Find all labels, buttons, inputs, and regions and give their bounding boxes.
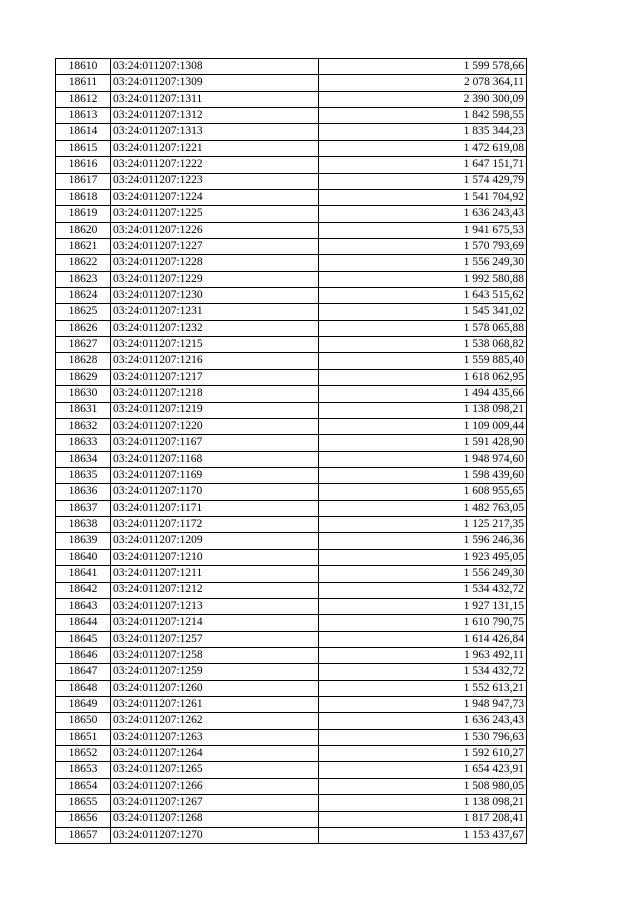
cadastral-value-cell: 1 842 598,55 xyxy=(319,108,527,124)
table-row xyxy=(56,598,527,614)
cadastral-value-cell: 1 530 796,63 xyxy=(319,729,527,745)
cadastral-value-cell: 1 125 217,35 xyxy=(319,517,527,533)
cadastral-value-cell: 1 592 610,27 xyxy=(319,746,527,762)
cadastral-value-cell: 1 599 578,66 xyxy=(319,59,527,75)
row-number-cell: 18633 xyxy=(56,435,111,451)
cadastral-number-cell: 03:24:011207:1257 xyxy=(111,631,319,647)
row-number-cell: 18649 xyxy=(56,697,111,713)
cadastral-number-cell: 03:24:011207:1267 xyxy=(111,795,319,811)
cadastral-value-cell: 2 078 364,11 xyxy=(319,75,527,91)
row-number-cell: 18648 xyxy=(56,680,111,696)
row-number-cell: 18644 xyxy=(56,615,111,631)
cadastral-number-cell: 03:24:011207:1263 xyxy=(111,729,319,745)
cadastral-number-cell: 03:24:011207:1212 xyxy=(111,582,319,598)
cadastral-value-cell: 1 559 885,40 xyxy=(319,353,527,369)
cadastral-value-cell: 1 835 344,23 xyxy=(319,124,527,140)
table-row xyxy=(56,664,527,680)
cadastral-value-cell: 1 570 793,69 xyxy=(319,238,527,254)
table-row xyxy=(56,206,527,222)
row-number-cell: 18625 xyxy=(56,304,111,320)
cadastral-number-cell: 03:24:011207:1260 xyxy=(111,680,319,696)
cadastral-number-cell: 03:24:011207:1210 xyxy=(111,549,319,565)
row-number-cell: 18635 xyxy=(56,467,111,483)
row-number-cell: 18630 xyxy=(56,386,111,402)
row-number-cell: 18629 xyxy=(56,369,111,385)
row-number-cell: 18627 xyxy=(56,337,111,353)
cadastral-number-cell: 03:24:011207:1170 xyxy=(111,484,319,500)
cadastral-number-cell: 03:24:011207:1231 xyxy=(111,304,319,320)
row-number-cell: 18623 xyxy=(56,271,111,287)
cadastral-value-cell: 1 591 428,90 xyxy=(319,435,527,451)
cadastral-value-cell: 1 941 675,53 xyxy=(319,222,527,238)
table-row xyxy=(56,729,527,745)
row-number-cell: 18655 xyxy=(56,795,111,811)
table-row xyxy=(56,647,527,663)
cadastral-value-cell: 1 923 495,05 xyxy=(319,549,527,565)
table-row xyxy=(56,762,527,778)
table-row xyxy=(56,827,527,843)
cadastral-value-cell: 1 636 243,43 xyxy=(319,206,527,222)
table-row xyxy=(56,582,527,598)
cadastral-value-cell: 1 545 341,02 xyxy=(319,304,527,320)
cadastral-number-cell: 03:24:011207:1172 xyxy=(111,517,319,533)
table-row xyxy=(56,517,527,533)
cadastral-number-cell: 03:24:011207:1230 xyxy=(111,288,319,304)
row-number-cell: 18615 xyxy=(56,140,111,156)
cadastral-value-cell: 1 574 429,79 xyxy=(319,173,527,189)
table-row xyxy=(56,746,527,762)
table-row xyxy=(56,500,527,516)
cadastral-value-cell: 1 556 249,30 xyxy=(319,255,527,271)
cadastral-value-cell: 2 390 300,09 xyxy=(319,91,527,107)
cadastral-number-cell: 03:24:011207:1221 xyxy=(111,140,319,156)
cadastral-number-cell: 03:24:011207:1218 xyxy=(111,386,319,402)
cadastral-value-cell: 1 556 249,30 xyxy=(319,566,527,582)
cadastral-number-cell: 03:24:011207:1232 xyxy=(111,320,319,336)
cadastral-number-cell: 03:24:011207:1220 xyxy=(111,418,319,434)
row-number-cell: 18657 xyxy=(56,827,111,843)
table-row xyxy=(56,353,527,369)
cadastral-number-cell: 03:24:011207:1217 xyxy=(111,369,319,385)
cadastral-number-cell: 03:24:011207:1209 xyxy=(111,533,319,549)
table-row xyxy=(56,402,527,418)
table-row xyxy=(56,304,527,320)
row-number-cell: 18619 xyxy=(56,206,111,222)
cadastral-number-cell: 03:24:011207:1211 xyxy=(111,566,319,582)
cadastral-value-cell: 1 817 208,41 xyxy=(319,811,527,827)
cadastral-number-cell: 03:24:011207:1226 xyxy=(111,222,319,238)
cadastral-number-cell: 03:24:011207:1167 xyxy=(111,435,319,451)
cadastral-value-cell: 1 534 432,72 xyxy=(319,664,527,680)
cadastral-value-cell: 1 138 098,21 xyxy=(319,402,527,418)
cadastral-number-cell: 03:24:011207:1229 xyxy=(111,271,319,287)
row-number-cell: 18646 xyxy=(56,647,111,663)
row-number-cell: 18643 xyxy=(56,598,111,614)
cadastral-number-cell: 03:24:011207:1258 xyxy=(111,647,319,663)
cadastral-value-table xyxy=(55,58,527,844)
cadastral-number-cell: 03:24:011207:1227 xyxy=(111,238,319,254)
cadastral-number-cell: 03:24:011207:1261 xyxy=(111,697,319,713)
row-number-cell: 18652 xyxy=(56,746,111,762)
table-row xyxy=(56,631,527,647)
cadastral-value-cell: 1 109 009,44 xyxy=(319,418,527,434)
row-number-cell: 18639 xyxy=(56,533,111,549)
cadastral-number-cell: 03:24:011207:1270 xyxy=(111,827,319,843)
cadastral-number-cell: 03:24:011207:1259 xyxy=(111,664,319,680)
row-number-cell: 18641 xyxy=(56,566,111,582)
row-number-cell: 18613 xyxy=(56,108,111,124)
row-number-cell: 18620 xyxy=(56,222,111,238)
table-row xyxy=(56,75,527,91)
table-row xyxy=(56,337,527,353)
row-number-cell: 18647 xyxy=(56,664,111,680)
table-row xyxy=(56,533,527,549)
row-number-cell: 18656 xyxy=(56,811,111,827)
cadastral-number-cell: 03:24:011207:1224 xyxy=(111,189,319,205)
cadastral-number-cell: 03:24:011207:1223 xyxy=(111,173,319,189)
row-number-cell: 18631 xyxy=(56,402,111,418)
row-number-cell: 18617 xyxy=(56,173,111,189)
cadastral-value-cell: 1 578 065,88 xyxy=(319,320,527,336)
table-row xyxy=(56,386,527,402)
cadastral-number-cell: 03:24:011207:1168 xyxy=(111,451,319,467)
row-number-cell: 18653 xyxy=(56,762,111,778)
table-row xyxy=(56,680,527,696)
cadastral-value-cell: 1 138 098,21 xyxy=(319,795,527,811)
table-row xyxy=(56,778,527,794)
cadastral-number-cell: 03:24:011207:1225 xyxy=(111,206,319,222)
table-row xyxy=(56,108,527,124)
cadastral-value-cell: 1 153 437,67 xyxy=(319,827,527,843)
table-row xyxy=(56,222,527,238)
row-number-cell: 18622 xyxy=(56,255,111,271)
cadastral-value-cell: 1 614 426,84 xyxy=(319,631,527,647)
cadastral-value-cell: 1 534 432,72 xyxy=(319,582,527,598)
cadastral-number-cell: 03:24:011207:1214 xyxy=(111,615,319,631)
table-row xyxy=(56,189,527,205)
cadastral-number-cell: 03:24:011207:1222 xyxy=(111,157,319,173)
cadastral-value-cell: 1 494 435,66 xyxy=(319,386,527,402)
row-number-cell: 18610 xyxy=(56,59,111,75)
cadastral-value-cell: 1 618 062,95 xyxy=(319,369,527,385)
cadastral-value-cell: 1 636 243,43 xyxy=(319,713,527,729)
table-row xyxy=(56,451,527,467)
cadastral-value-cell: 1 992 580,88 xyxy=(319,271,527,287)
cadastral-value-cell: 1 596 246,36 xyxy=(319,533,527,549)
cadastral-number-cell: 03:24:011207:1213 xyxy=(111,598,319,614)
cadastral-value-cell: 1 482 763,05 xyxy=(319,500,527,516)
row-number-cell: 18636 xyxy=(56,484,111,500)
table-row xyxy=(56,140,527,156)
table-row xyxy=(56,795,527,811)
cadastral-number-cell: 03:24:011207:1171 xyxy=(111,500,319,516)
table-row xyxy=(56,124,527,140)
table-body xyxy=(56,59,527,844)
table-row xyxy=(56,238,527,254)
row-number-cell: 18618 xyxy=(56,189,111,205)
table-row xyxy=(56,435,527,451)
cadastral-value-cell: 1 610 790,75 xyxy=(319,615,527,631)
row-number-cell: 18642 xyxy=(56,582,111,598)
table-row xyxy=(56,615,527,631)
row-number-cell: 18638 xyxy=(56,517,111,533)
row-number-cell: 18634 xyxy=(56,451,111,467)
table-row xyxy=(56,418,527,434)
cadastral-value-cell: 1 647 151,71 xyxy=(319,157,527,173)
cadastral-value-cell: 1 552 613,21 xyxy=(319,680,527,696)
table-row xyxy=(56,271,527,287)
row-number-cell: 18614 xyxy=(56,124,111,140)
table-row xyxy=(56,467,527,483)
row-number-cell: 18621 xyxy=(56,238,111,254)
cadastral-number-cell: 03:24:011207:1262 xyxy=(111,713,319,729)
cadastral-number-cell: 03:24:011207:1169 xyxy=(111,467,319,483)
cadastral-number-cell: 03:24:011207:1309 xyxy=(111,75,319,91)
table-row xyxy=(56,566,527,582)
row-number-cell: 18624 xyxy=(56,288,111,304)
cadastral-number-cell: 03:24:011207:1219 xyxy=(111,402,319,418)
table-row xyxy=(56,288,527,304)
table-row xyxy=(56,59,527,75)
cadastral-value-cell: 1 608 955,65 xyxy=(319,484,527,500)
cadastral-value-cell: 1 948 974,60 xyxy=(319,451,527,467)
table-row xyxy=(56,320,527,336)
table-row xyxy=(56,713,527,729)
cadastral-value-cell: 1 948 947,73 xyxy=(319,697,527,713)
cadastral-number-cell: 03:24:011207:1313 xyxy=(111,124,319,140)
row-number-cell: 18626 xyxy=(56,320,111,336)
row-number-cell: 18611 xyxy=(56,75,111,91)
cadastral-value-cell: 1 508 980,05 xyxy=(319,778,527,794)
cadastral-number-cell: 03:24:011207:1308 xyxy=(111,59,319,75)
cadastral-value-cell: 1 538 068,82 xyxy=(319,337,527,353)
cadastral-value-cell: 1 472 619,08 xyxy=(319,140,527,156)
cadastral-number-cell: 03:24:011207:1268 xyxy=(111,811,319,827)
table-row xyxy=(56,811,527,827)
cadastral-value-cell: 1 598 439,60 xyxy=(319,467,527,483)
cadastral-value-cell: 1 541 704,92 xyxy=(319,189,527,205)
row-number-cell: 18628 xyxy=(56,353,111,369)
row-number-cell: 18650 xyxy=(56,713,111,729)
cadastral-number-cell: 03:24:011207:1215 xyxy=(111,337,319,353)
table-row xyxy=(56,369,527,385)
row-number-cell: 18640 xyxy=(56,549,111,565)
cadastral-number-cell: 03:24:011207:1216 xyxy=(111,353,319,369)
row-number-cell: 18616 xyxy=(56,157,111,173)
cadastral-number-cell: 03:24:011207:1311 xyxy=(111,91,319,107)
row-number-cell: 18632 xyxy=(56,418,111,434)
table-row xyxy=(56,484,527,500)
cadastral-value-cell: 1 654 423,91 xyxy=(319,762,527,778)
row-number-cell: 18637 xyxy=(56,500,111,516)
row-number-cell: 18654 xyxy=(56,778,111,794)
cadastral-value-cell: 1 963 492,11 xyxy=(319,647,527,663)
row-number-cell: 18651 xyxy=(56,729,111,745)
cadastral-number-cell: 03:24:011207:1264 xyxy=(111,746,319,762)
row-number-cell: 18612 xyxy=(56,91,111,107)
table-row xyxy=(56,255,527,271)
table-row xyxy=(56,91,527,107)
table-row xyxy=(56,549,527,565)
cadastral-number-cell: 03:24:011207:1228 xyxy=(111,255,319,271)
cadastral-value-cell: 1 643 515,62 xyxy=(319,288,527,304)
table-row xyxy=(56,173,527,189)
cadastral-value-cell: 1 927 131,15 xyxy=(319,598,527,614)
table-row xyxy=(56,697,527,713)
cadastral-number-cell: 03:24:011207:1265 xyxy=(111,762,319,778)
cadastral-number-cell: 03:24:011207:1312 xyxy=(111,108,319,124)
cadastral-number-cell: 03:24:011207:1266 xyxy=(111,778,319,794)
table-row xyxy=(56,157,527,173)
row-number-cell: 18645 xyxy=(56,631,111,647)
